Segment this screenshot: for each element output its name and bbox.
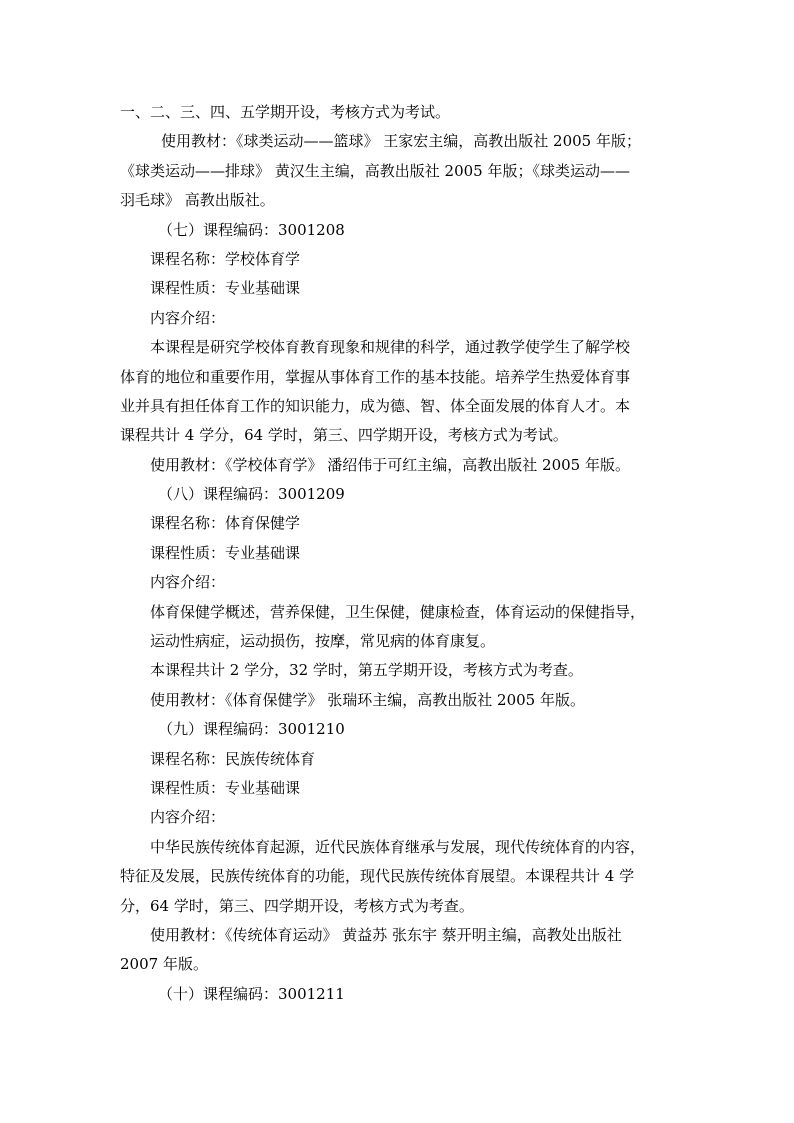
course-type: 课程性质：专业基础课 [150, 543, 301, 562]
course-type: 课程性质：专业基础课 [150, 279, 301, 298]
text-line: 体育保健学概述，营养保健，卫生保健，健康检查，体育运动的保健指导， [150, 602, 646, 621]
text-line: 分，64 学时，第三、四学期开设，考核方式为考查。 [120, 896, 474, 915]
text-line: 本课程共计 2 学分，32 学时，第五学期开设，考核方式为考查。 [150, 661, 583, 680]
text-line: 《球类运动——排球》 黄汉生主编，高教出版社 2005 年版；《球类运动—— [120, 161, 630, 180]
content-intro-label: 内容介绍： [150, 573, 226, 592]
text-line: 业并具有担任体育工作的知识能力，成为德、智、体全面发展的体育人才。本 [120, 396, 631, 415]
course-type: 课程性质：专业基础课 [150, 778, 301, 797]
text-line: 体育的地位和重要作用，掌握从事体育工作的基本技能。培养学生热爱体育事 [120, 367, 631, 386]
course-code-heading: （九）课程编码：3001210 [158, 720, 345, 739]
course-code-heading: （十）课程编码：3001211 [158, 984, 345, 1003]
text-line: 课程共计 4 学分，64 学时，第三、四学期开设，考核方式为考试。 [120, 426, 568, 445]
text-line: 中华民族传统体育起源，近代民族体育继承与发展，现代传统体育的内容， [150, 837, 646, 856]
textbook-line: 使用教材：《体育保健学》 张瑞环主编，高教出版社 2005 年版。 [150, 690, 585, 709]
course-name: 课程名称：体育保健学 [150, 514, 301, 533]
course-name: 课程名称：学校体育学 [150, 249, 301, 268]
document-page [120, 98, 676, 1009]
text-line: 使用教材：《球类运动——篮球》 王家宏主编，高教出版社 2005 年版； [161, 132, 641, 151]
textbook-line: 使用教材：《学校体育学》 潘绍伟于可红主编，高教出版社 2005 年版。 [150, 455, 630, 474]
course-code-heading: （七）课程编码：3001208 [158, 220, 345, 239]
text-line: 特征及发展，民族传统体育的功能，现代民族传统体育展望。本课程共计 4 学 [120, 867, 635, 886]
textbook-line: 使用教材：《传统体育运动》 黄益苏 张东宇 蔡开明主编，高教处出版社 [150, 925, 622, 944]
text-line: 本课程是研究学校体育教育现象和规律的科学，通过教学使学生了解学校 [150, 338, 631, 357]
text-line: 2007 年版。 [120, 955, 208, 974]
course-code-heading: （八）课程编码：3001209 [158, 485, 345, 504]
course-name: 课程名称：民族传统体育 [150, 749, 316, 768]
content-intro-label: 内容介绍： [150, 808, 226, 827]
content-intro-label: 内容介绍： [150, 308, 226, 327]
text-line: 一、二、三、四、五学期开设，考核方式为考试。 [120, 103, 451, 121]
text-line: 运动性病症，运动损伤，按摩，常见病的体育康复。 [150, 632, 496, 651]
text-line: 羽毛球》 高教出版社。 [120, 191, 275, 210]
